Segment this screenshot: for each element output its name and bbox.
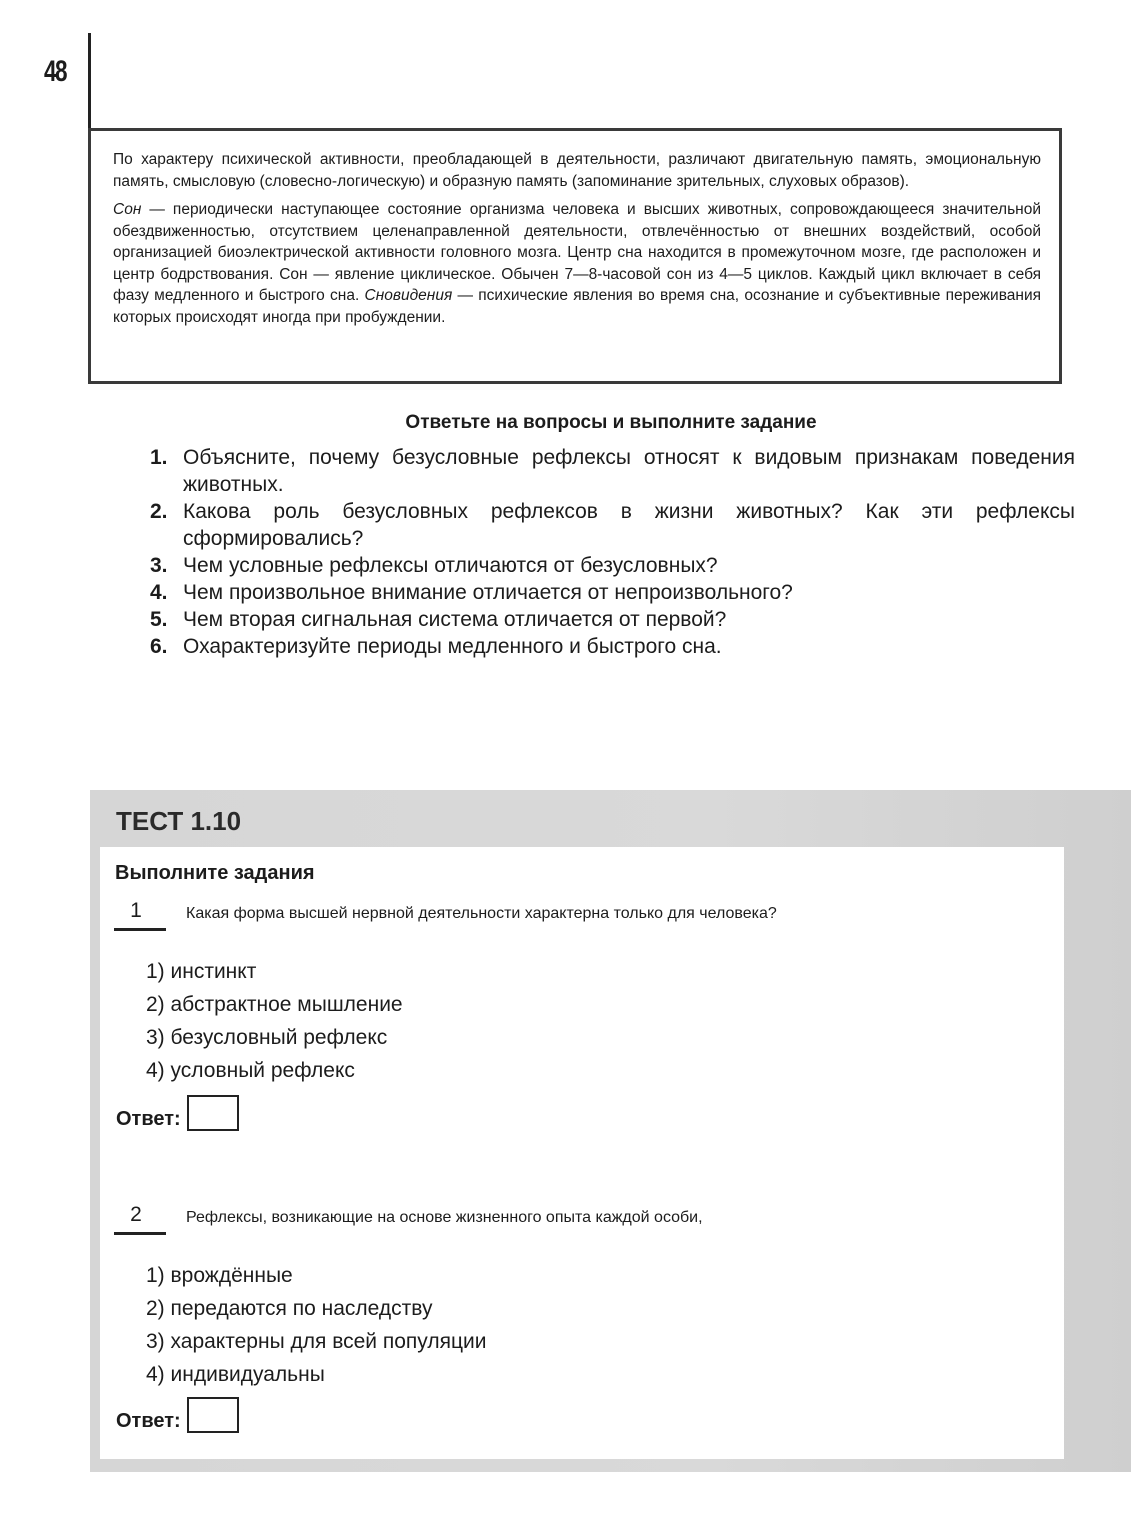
- task-number: 2: [114, 1203, 166, 1235]
- questions-list: [150, 444, 1075, 660]
- task-question: Какая форма высшей нервной деятельности характерна только для человека?: [186, 905, 777, 922]
- answer-options: [146, 955, 403, 1087]
- answer-options: [146, 1259, 486, 1391]
- question-number: 4.: [150, 581, 168, 604]
- answer-2: [116, 1397, 239, 1433]
- answer-option: 3) безусловный рефлекс: [146, 1026, 388, 1049]
- term-dreams: Сновидения: [364, 287, 453, 304]
- question-item: [150, 552, 1075, 579]
- task-number: 1: [114, 899, 166, 931]
- question-number: 6.: [150, 635, 168, 658]
- question-text: Охарактеризуйте периоды медленного и быстрого сна.: [183, 635, 722, 658]
- question-item: [150, 606, 1075, 633]
- question-number: 5.: [150, 608, 168, 631]
- term-sleep: Сон: [113, 201, 142, 218]
- question-item: [150, 633, 1075, 660]
- question-number: 3.: [150, 554, 168, 577]
- question-number: 1.: [150, 446, 168, 469]
- answer-option: 3) характерны для всей популяции: [146, 1330, 487, 1353]
- question-item: [150, 444, 1075, 498]
- definition-box: [88, 128, 1062, 384]
- question-text: Какова роль безусловных рефлексов в жизни животных? Как эти рефлексы сформировались?: [183, 500, 1075, 550]
- answer-box[interactable]: [187, 1397, 239, 1433]
- test-title: ТЕСТ 1.10: [116, 806, 242, 836]
- answer-box[interactable]: [187, 1095, 239, 1131]
- questions-heading: Ответьте на вопросы и выполните задание: [405, 412, 817, 433]
- task-question: Рефлексы, возникающие на основе жизненного опыта каждой особи,: [186, 1209, 703, 1226]
- memory-types-paragraph: По характеру психической активности, преобладающей в деятельности, различают двигательную память, эмоциональную память, смысловую (словесно-логическую) и образную память (запоминание зрительных, слуховых образов).: [113, 151, 1041, 190]
- answer-label: Ответ:: [116, 1410, 181, 1432]
- tasks-heading: Выполните задания: [115, 862, 315, 884]
- answer-option: 4) индивидуальны: [146, 1363, 325, 1386]
- question-text: Чем произвольное внимание отличается от непроизвольного?: [183, 581, 793, 604]
- question-item: [150, 579, 1075, 606]
- answer-option: 1) врождённые: [146, 1264, 293, 1287]
- test-body: [100, 847, 1064, 1459]
- question-item: [150, 498, 1075, 552]
- answer-option: 4) условный рефлекс: [146, 1059, 355, 1082]
- answer-1: [116, 1095, 239, 1131]
- sleep-paragraph: [113, 199, 1041, 328]
- answer-option: 2) абстрактное мышление: [146, 993, 403, 1016]
- question-text: Чем вторая сигнальная система отличается от первой?: [183, 608, 727, 631]
- sleep-definition: — периодически наступающее состояние организма человека и высших животных, сопровождающееся значительной обездвиженностью, отсутствием целенаправленной деятельности, отвлечённостью от внешних воздействий, особой организацией биоэлектрической активности головного мозга. Центр сна находится в промежуточном мозге, где расположен и центр бодрствования. Сон — явление циклическое. Обычен 7—8-часовой сон из 4—5 циклов. Каждый цикл включает в себя фазу медленного и быстрого сна.: [113, 201, 1041, 304]
- answer-option: 2) передаются по наследству: [146, 1297, 433, 1320]
- answer-label: Ответ:: [116, 1108, 181, 1130]
- margin-rule: [88, 33, 91, 133]
- answer-option: 1) инстинкт: [146, 960, 257, 983]
- test-panel: [90, 790, 1131, 1472]
- dreams-definition: — психические явления во время сна, осознание и субъективные переживания которых происходят иногда при пробуждении.: [113, 287, 1042, 326]
- question-number: 2.: [150, 500, 168, 523]
- question-text: Объясните, почему безусловные рефлексы относят к видовым признакам поведения животных.: [183, 446, 1075, 496]
- question-text: Чем условные рефлексы отличаются от безусловных?: [183, 554, 718, 577]
- page-number: 48: [44, 55, 67, 88]
